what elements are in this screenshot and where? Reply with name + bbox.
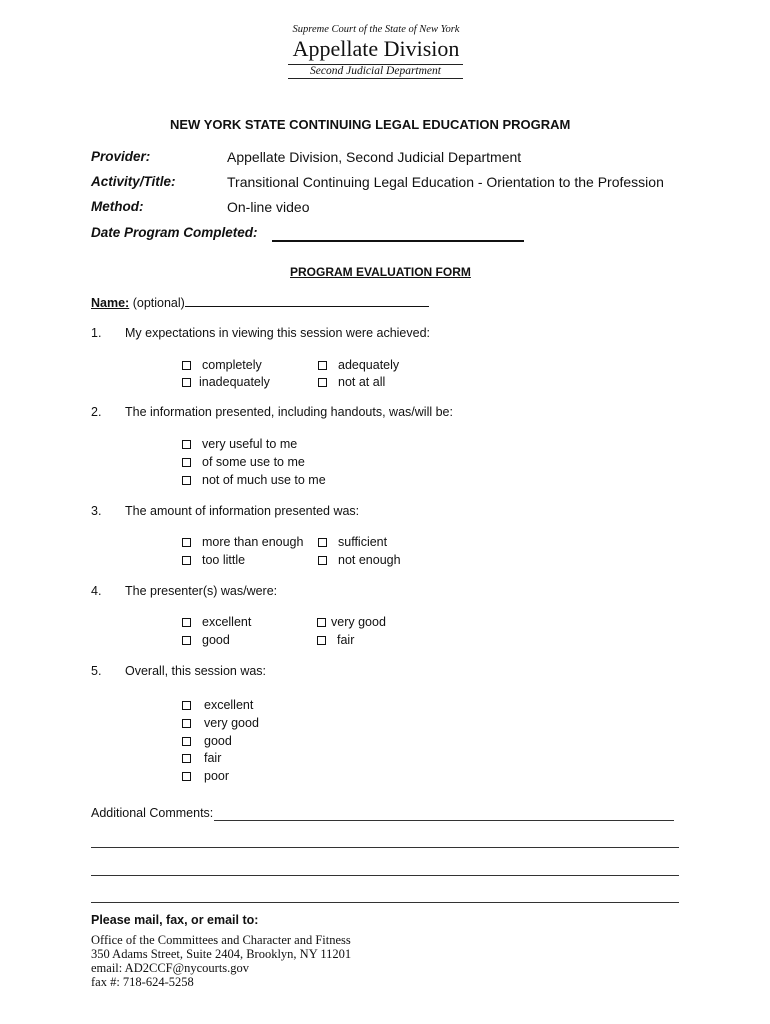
- q5-option-excellent[interactable]: excellent: [182, 698, 253, 712]
- checkbox[interactable]: [318, 556, 327, 565]
- method-value: On-line video: [227, 199, 310, 215]
- checkbox[interactable]: [182, 719, 191, 728]
- name-row: [91, 296, 429, 310]
- activity-label: Activity/Title:: [91, 174, 176, 189]
- comments-line-3[interactable]: [91, 875, 679, 876]
- q2-option-very-useful[interactable]: very useful to me: [182, 437, 297, 451]
- q3-option-not-enough[interactable]: not enough: [318, 553, 401, 567]
- q1-option-completely[interactable]: completely: [182, 358, 262, 372]
- question-5-text: Overall, this session was:: [125, 664, 267, 678]
- q4-option-fair[interactable]: fair: [317, 633, 354, 647]
- checkbox[interactable]: [182, 772, 191, 781]
- q4-option-excellent[interactable]: excellent: [182, 615, 251, 629]
- question-2-number: 2.: [91, 405, 102, 419]
- q1-option-not-at-all[interactable]: not at all: [318, 375, 385, 389]
- checkbox[interactable]: [182, 440, 191, 449]
- checkbox[interactable]: [182, 556, 191, 565]
- q4-option-very-good[interactable]: very good: [317, 615, 386, 629]
- evaluation-form-title: PROGRAM EVALUATION FORM: [290, 265, 471, 279]
- q5-option-good[interactable]: good: [182, 734, 232, 748]
- provider-label: Provider:: [91, 149, 151, 164]
- mail-office: Office of the Committees and Character and Fitness: [91, 933, 351, 947]
- checkbox[interactable]: [182, 538, 191, 547]
- question-4-number: 4.: [91, 584, 102, 598]
- mail-street: 350 Adams Street, Suite 2404, Brooklyn, NY 11201: [91, 947, 352, 961]
- comments-label: Additional Comments:: [91, 806, 214, 820]
- checkbox[interactable]: [182, 618, 191, 627]
- q3-option-sufficient[interactable]: sufficient: [318, 535, 387, 549]
- document-title: NEW YORK STATE CONTINUING LEGAL EDUCATION PROGRAM: [170, 117, 571, 132]
- name-field[interactable]: [185, 306, 429, 307]
- q2-option-some-use[interactable]: of some use to me: [182, 455, 305, 469]
- checkbox[interactable]: [182, 458, 191, 467]
- q1-option-adequately[interactable]: adequately: [318, 358, 399, 372]
- checkbox[interactable]: [318, 361, 327, 370]
- name-label: Name:: [91, 296, 130, 310]
- q3-option-more-than-enough[interactable]: more than enough: [182, 535, 303, 549]
- q5-option-very-good[interactable]: very good: [182, 716, 259, 730]
- question-5-number: 5.: [91, 664, 102, 678]
- checkbox[interactable]: [317, 618, 326, 627]
- date-completed-field[interactable]: [272, 226, 524, 242]
- checkbox[interactable]: [182, 378, 191, 387]
- checkbox[interactable]: [318, 378, 327, 387]
- question-3-number: 3.: [91, 504, 102, 518]
- name-hint: (optional): [132, 296, 185, 310]
- question-1-text: My expectations in viewing this session were achieved:: [125, 326, 431, 340]
- checkbox[interactable]: [318, 538, 327, 547]
- q5-option-fair[interactable]: fair: [182, 751, 221, 765]
- checkbox[interactable]: [182, 636, 191, 645]
- checkbox[interactable]: [182, 754, 191, 763]
- mail-email: email: AD2CCF@nycourts.gov: [91, 961, 250, 975]
- checkbox[interactable]: [182, 476, 191, 485]
- checkbox[interactable]: [182, 737, 191, 746]
- q5-option-poor[interactable]: poor: [182, 769, 229, 783]
- letterhead-court: Supreme Court of the State of New York: [292, 24, 460, 35]
- comments-line-4[interactable]: [91, 902, 679, 903]
- q2-option-not-much-use[interactable]: not of much use to me: [182, 473, 326, 487]
- q1-option-inadequately[interactable]: inadequately: [182, 375, 270, 389]
- q4-option-good[interactable]: good: [182, 633, 230, 647]
- comments-line-2[interactable]: [91, 847, 679, 848]
- activity-value: Transitional Continuing Legal Education - Orientation to the Profession: [227, 174, 664, 190]
- letterhead-division: Appellate Division: [292, 36, 460, 61]
- comments-line-1[interactable]: [214, 820, 674, 821]
- date-completed-label: Date Program Completed:: [91, 225, 258, 240]
- checkbox[interactable]: [182, 361, 191, 370]
- question-1-number: 1.: [91, 326, 102, 340]
- question-3-text: The amount of information presented was:: [125, 504, 360, 518]
- letterhead-department: Second Judicial Department: [288, 65, 463, 79]
- question-4-text: The presenter(s) was/were:: [125, 584, 278, 598]
- provider-value: Appellate Division, Second Judicial Department: [227, 149, 522, 165]
- checkbox[interactable]: [182, 701, 191, 710]
- q3-option-too-little[interactable]: too little: [182, 553, 245, 567]
- checkbox[interactable]: [317, 636, 326, 645]
- mail-instructions-title: Please mail, fax, or email to:: [91, 913, 259, 927]
- method-label: Method:: [91, 199, 144, 214]
- mail-fax: fax #: 718-624-5258: [91, 975, 194, 989]
- question-2-text: The information presented, including handouts, was/will be:: [125, 405, 453, 419]
